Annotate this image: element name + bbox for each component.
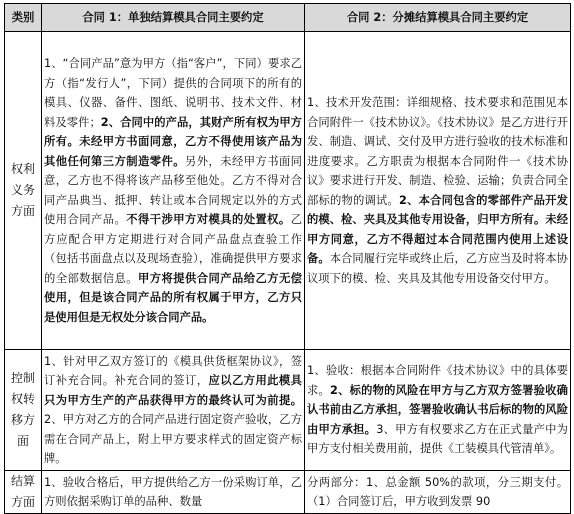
contract2-cell [305,32,571,350]
row-category: 结算方面 [5,471,42,514]
bold-text-segment: 2、本合同包含的零部件产品开发的模、检、夹具及其他专用设备，归甲方所有。未经甲方同意，乙方不得超过本合同范围内使用上述设备。 [307,193,568,265]
text-segment: 3、甲方有权要求乙方在正式量产中为甲方支付相关费用前，提供《工装模具代管清单》。 [307,422,568,456]
bold-text-segment: 2、标的物的风险在甲方与乙方双方签署验收确认书前由乙方承担，签署验收确认书后标的物的风险由甲方承担。 [307,383,568,436]
contract2-cell [305,350,571,471]
table-header-row [5,4,571,32]
text-segment: 1、验收：根据本合同附件《技术协议》中的具体要求。 [307,364,568,397]
text-segment: 1、技术开发范围：详细规格、技术要求和范围见本合同附件一《技术协议》。《技术协议》是乙方进行开发、制造、调试、交付及甲方进行验收的技术标准和进度要求。乙方职责为根据本合同附件一《技术协议》要求进行开发、制造、检验、运输；负责合同全部标的物的调试。 [307,96,568,207]
text-segment: 1、针对甲乙双方签订的《模具供货框架协议》，签订补充合同。补充合同的签订， [44,354,302,387]
header-category: 类别 [5,4,42,32]
text-segment: 乙方应配合甲方定期进行对合同产品盘点查验工作（包括书面盘点以及现场查验），准确提供甲方要求的全部数据信息。 [44,213,302,285]
text-segment: 1、“合同产品”意为甲方（指“客户”，下同）要求乙方（指“发行人”，下同）提供的合同项下的所有的模具、仪器、备件、图纸、说明书、技术文件、材料及零件； [44,57,302,129]
text-segment: 2、甲方对乙方的合同产品进行固定资产验收，乙方需在合同产品上，附上甲方要求样式的固定资产标牌。 [44,413,302,465]
contract1-cell [42,471,305,514]
table-row-settlement [5,471,571,514]
row-category: 权利义务方面 [5,32,42,350]
text-segment: 另外，未经甲方书面同意，乙方也不得将该产品移至他处。乙方不得对合同产品典当、抵押、转让或本合同规定以外的方式使用合同产品。 [44,154,302,226]
contract-comparison-table [4,3,571,514]
table-row-control-transfer [5,350,571,471]
contract1-cell [42,32,305,350]
header-contract2: 合同 2：分摊结算模具合同主要约定 [305,4,571,32]
table-row-rights [5,32,571,350]
text-segment: 分两部分：1、总金额 50%的款项，分三期支付。（1）合同签订后，甲方收到发票 90 [307,475,568,508]
bold-text-segment: 不得干涉甲方对模具的处置权。 [126,213,291,226]
text-segment: 本合同履行完毕或终止后，乙方应当及时将本协议项下的模、检、夹具及其他专用设备交付甲方。 [307,252,568,285]
bold-text-segment: 应以乙方用此模具只为甲方生产的产品获得甲方的最终认可为前提。 [44,374,302,407]
bold-text-segment: 甲方将提供合同产品给乙方无偿使用，但是该合同产品的所有权属于甲方，乙方只是使用但是无权处分该合同产品。 [44,271,302,324]
contract1-cell [42,350,305,471]
bold-text-segment: 2、合同中的产品，其财产所有权为甲方所有。未经甲方书面同意，乙方不得使用该产品为其他任何第三方制造零件。 [44,115,302,168]
text-segment: 1、验收合格后，甲方提供给乙方一份采购订单，乙方则依据采购订单的品种、数量 [44,475,302,508]
row-category: 控制权转移方面 [5,350,42,471]
header-contract1: 合同 1：单独结算模具合同主要约定 [42,4,305,32]
contract2-cell [305,471,571,514]
